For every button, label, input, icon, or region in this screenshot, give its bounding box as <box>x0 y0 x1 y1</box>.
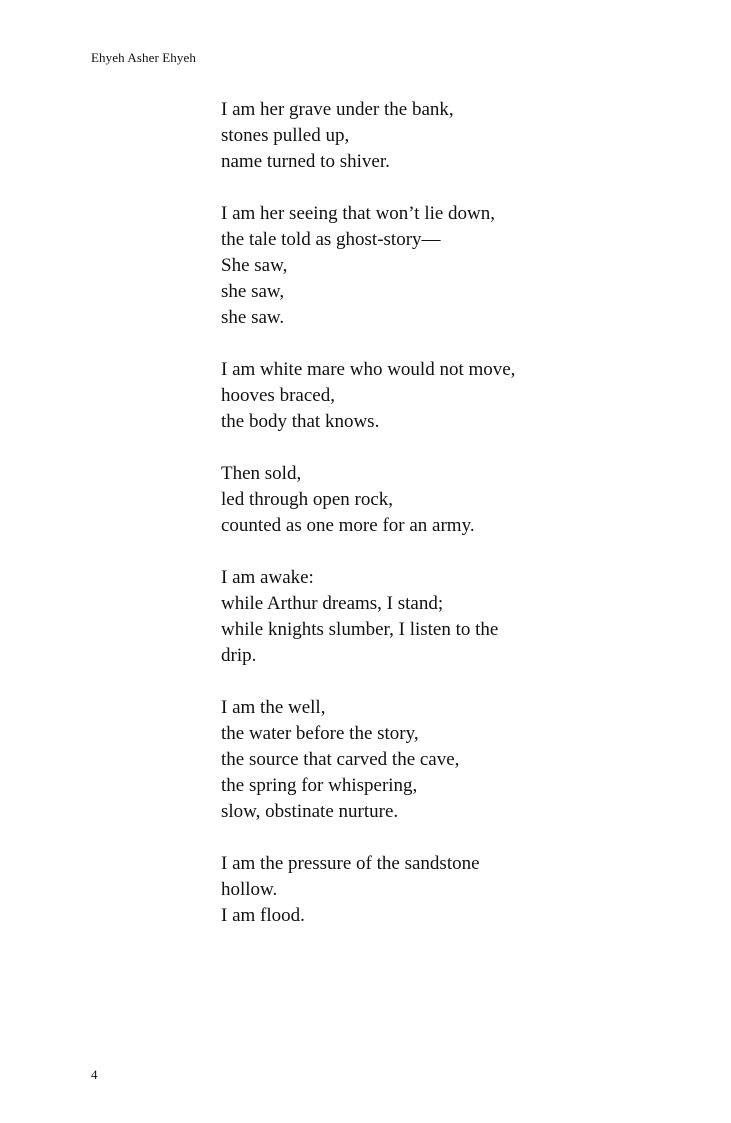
poem-body <box>221 97 621 955</box>
poem-line: she saw, <box>221 281 285 302</box>
running-header: Ehyeh Asher Ehyeh <box>91 50 196 65</box>
stanza <box>221 695 621 825</box>
poem-line: while Arthur dreams, I stand; <box>221 593 444 614</box>
poem-line: I am flood. <box>221 905 305 926</box>
poem-line: the spring for whispering, <box>221 775 418 796</box>
stanza <box>221 97 621 175</box>
poem-line: hooves braced, <box>221 385 335 406</box>
page-number: 4 <box>91 1067 98 1082</box>
poem-line: the tale told as ghost-story— <box>221 229 441 250</box>
poem-line: stones pulled up, <box>221 125 350 146</box>
stanza <box>221 851 621 929</box>
poem-line: while knights slumber, I listen to the <box>221 619 499 640</box>
poem-line: I am white mare who would not move, <box>221 359 516 380</box>
poem-line: the source that carved the cave, <box>221 749 460 770</box>
poem-line: name turned to shiver. <box>221 151 390 172</box>
poem-line: led through open rock, <box>221 489 394 510</box>
poem-line: I am her grave under the bank, <box>221 99 454 120</box>
poem-line: She saw, <box>221 255 288 276</box>
poem-line: I am her seeing that won’t lie down, <box>221 203 496 224</box>
stanza <box>221 357 621 435</box>
stanza <box>221 565 621 669</box>
poem-line: she saw. <box>221 307 285 328</box>
stanza <box>221 461 621 539</box>
poem-line: the water before the story, <box>221 723 419 744</box>
stanza <box>221 201 621 331</box>
poem-line: I am the pressure of the sandstone <box>221 853 480 874</box>
poem-line: drip. <box>221 645 257 666</box>
poem-line: I am the well, <box>221 697 326 718</box>
poem-line: counted as one more for an army. <box>221 515 475 536</box>
poem-line: I am awake: <box>221 567 314 588</box>
poem-line: the body that knows. <box>221 411 380 432</box>
poem-line: slow, obstinate nurture. <box>221 801 399 822</box>
poem-line: hollow. <box>221 879 278 900</box>
poem-line: Then sold, <box>221 463 302 484</box>
